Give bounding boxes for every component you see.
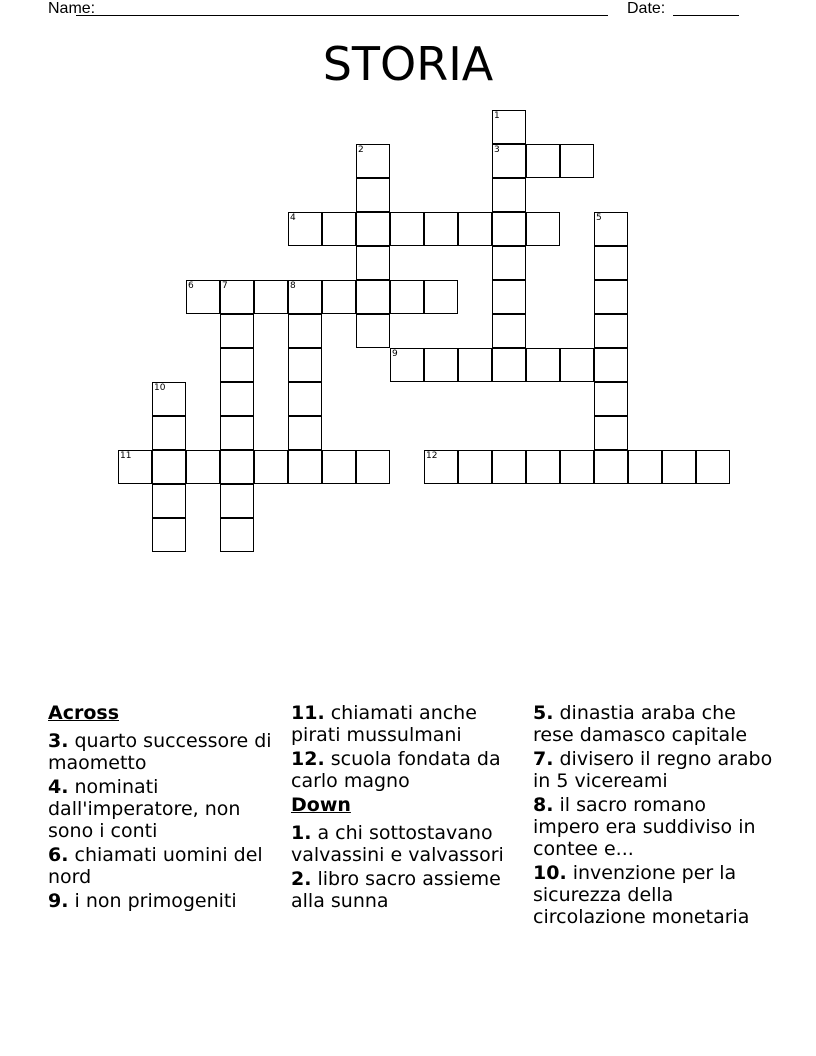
clue-down-10 (533, 862, 773, 928)
clue-across-3 (48, 730, 284, 774)
crossword-cell[interactable] (220, 518, 254, 552)
clues-column-3 (533, 702, 773, 930)
cell-6[interactable] (186, 280, 220, 314)
clue-text: chiamati anche pirati mussulmani (291, 702, 477, 746)
clue-down-1 (291, 822, 527, 866)
clues-column-1 (48, 702, 284, 914)
crossword-cell[interactable] (288, 416, 322, 450)
cell-number: 8 (290, 281, 296, 291)
crossword-cell[interactable] (492, 280, 526, 314)
across-heading: Across (48, 702, 120, 724)
crossword-cell[interactable] (322, 450, 356, 484)
cell-number: 7 (222, 281, 228, 291)
crossword-cell[interactable] (288, 450, 322, 484)
clue-text: i non primogeniti (74, 890, 237, 912)
crossword-cell[interactable] (492, 246, 526, 280)
crossword-cell[interactable] (288, 382, 322, 416)
crossword-cell[interactable] (254, 450, 288, 484)
cell-4[interactable] (288, 212, 322, 246)
crossword-cell[interactable] (458, 212, 492, 246)
cell-number: 3 (494, 145, 500, 155)
crossword-cell[interactable] (356, 178, 390, 212)
crossword-cell[interactable] (458, 348, 492, 382)
cell-number: 1 (494, 111, 500, 121)
crossword-cell[interactable] (424, 348, 458, 382)
crossword-cell[interactable] (696, 450, 730, 484)
crossword-cell[interactable] (424, 280, 458, 314)
crossword-cell[interactable] (594, 348, 628, 382)
crossword-cell[interactable] (220, 348, 254, 382)
crossword-cell[interactable] (492, 450, 526, 484)
crossword-cell[interactable] (390, 212, 424, 246)
crossword-cell[interactable] (526, 348, 560, 382)
clue-across-4 (48, 776, 284, 842)
clue-across-12 (291, 748, 527, 792)
cell-5[interactable] (594, 212, 628, 246)
clue-down-5 (533, 702, 773, 746)
crossword-cell[interactable] (594, 246, 628, 280)
clue-number: 3. (48, 730, 69, 752)
puzzle-title: STORIA (322, 37, 494, 91)
crossword-cell[interactable] (560, 144, 594, 178)
clue-number: 6. (48, 844, 69, 866)
crossword-cell[interactable] (322, 212, 356, 246)
crossword-cell[interactable] (152, 518, 186, 552)
crossword-cell[interactable] (152, 450, 186, 484)
cell-2[interactable] (356, 144, 390, 178)
crossword-cell[interactable] (322, 280, 356, 314)
crossword-cell[interactable] (594, 314, 628, 348)
crossword-cell[interactable] (220, 382, 254, 416)
cell-number: 10 (154, 383, 166, 393)
crossword-cell[interactable] (662, 450, 696, 484)
clue-down-2 (291, 868, 527, 912)
crossword-cell[interactable] (220, 450, 254, 484)
cell-number: 6 (188, 281, 194, 291)
clue-number: 8. (533, 794, 554, 816)
crossword-cell[interactable] (594, 382, 628, 416)
clue-text: invenzione per la sicurezza della circolazione monetaria (533, 862, 750, 928)
crossword-cell[interactable] (560, 450, 594, 484)
clue-number: 7. (533, 748, 554, 770)
clue-across-6 (48, 844, 284, 888)
cell-number: 2 (358, 145, 364, 155)
crossword-cell[interactable] (390, 280, 424, 314)
clue-text: quarto successore di maometto (48, 730, 272, 774)
crossword-cell[interactable] (492, 212, 526, 246)
clue-text: libro sacro assieme alla sunna (291, 868, 501, 912)
crossword-cell[interactable] (594, 450, 628, 484)
crossword-cell[interactable] (356, 246, 390, 280)
clue-text: chiamati uomini del nord (48, 844, 263, 888)
cell-number: 5 (596, 213, 602, 223)
crossword-cell[interactable] (356, 450, 390, 484)
crossword-cell[interactable] (628, 450, 662, 484)
crossword-cell[interactable] (424, 212, 458, 246)
clue-text: divisero il regno arabo in 5 vicereami (533, 748, 773, 792)
crossword-cell[interactable] (152, 484, 186, 518)
crossword-cell[interactable] (492, 178, 526, 212)
cell-number: 4 (290, 213, 296, 223)
crossword-cell[interactable] (526, 212, 560, 246)
clue-text: dinastia araba che rese damasco capitale (533, 702, 748, 746)
clue-text: nominati dall'imperatore, non sono i conti (48, 776, 241, 842)
cell-number: 12 (426, 451, 438, 461)
clue-number: 10. (533, 862, 567, 884)
clue-down-7 (533, 748, 773, 792)
clue-number: 12. (291, 748, 325, 770)
clue-number: 2. (291, 868, 312, 890)
cell-7[interactable] (220, 280, 254, 314)
cell-1[interactable] (492, 110, 526, 144)
crossword-cell[interactable] (356, 212, 390, 246)
clue-text: il sacro romano impero era suddiviso in contee e... (533, 794, 756, 860)
down-heading: Down (291, 794, 351, 816)
crossword-cell[interactable] (458, 450, 492, 484)
crossword-cell[interactable] (288, 348, 322, 382)
clue-number: 1. (291, 822, 312, 844)
cell-12[interactable] (424, 450, 458, 484)
clue-down-8 (533, 794, 773, 860)
clue-text: a chi sottostavano valvassini e valvassori (291, 822, 504, 866)
cell-number: 11 (120, 451, 132, 461)
crossword-cell[interactable] (492, 314, 526, 348)
cell-10[interactable] (152, 382, 186, 416)
clue-number: 9. (48, 890, 69, 912)
crossword-cell[interactable] (152, 416, 186, 450)
crossword-cell[interactable] (526, 144, 560, 178)
crossword-cell[interactable] (220, 484, 254, 518)
crossword-cell[interactable] (220, 416, 254, 450)
clue-text: scuola fondata da carlo magno (291, 748, 501, 792)
clue-number: 11. (291, 702, 325, 724)
crossword-cell[interactable] (492, 348, 526, 382)
cell-3[interactable] (492, 144, 526, 178)
crossword-cell[interactable] (220, 314, 254, 348)
clue-across-9 (48, 890, 284, 912)
clue-number: 4. (48, 776, 69, 798)
crossword-cell[interactable] (254, 280, 288, 314)
date-label: Date: (627, 0, 666, 17)
crossword-cell[interactable] (526, 450, 560, 484)
cell-8[interactable] (288, 280, 322, 314)
crossword-cell[interactable] (288, 314, 322, 348)
crossword-cell[interactable] (594, 280, 628, 314)
crossword-cell[interactable] (356, 280, 390, 314)
cell-11[interactable] (118, 450, 152, 484)
crossword-cell[interactable] (186, 450, 220, 484)
crossword-cell[interactable] (560, 348, 594, 382)
clues-column-2 (291, 702, 527, 914)
clue-number: 5. (533, 702, 554, 724)
name-label: Name: (48, 0, 96, 17)
clue-across-11 (291, 702, 527, 746)
crossword-cell[interactable] (594, 416, 628, 450)
cell-number: 9 (392, 349, 398, 359)
cell-9[interactable] (390, 348, 424, 382)
crossword-cell[interactable] (356, 314, 390, 348)
